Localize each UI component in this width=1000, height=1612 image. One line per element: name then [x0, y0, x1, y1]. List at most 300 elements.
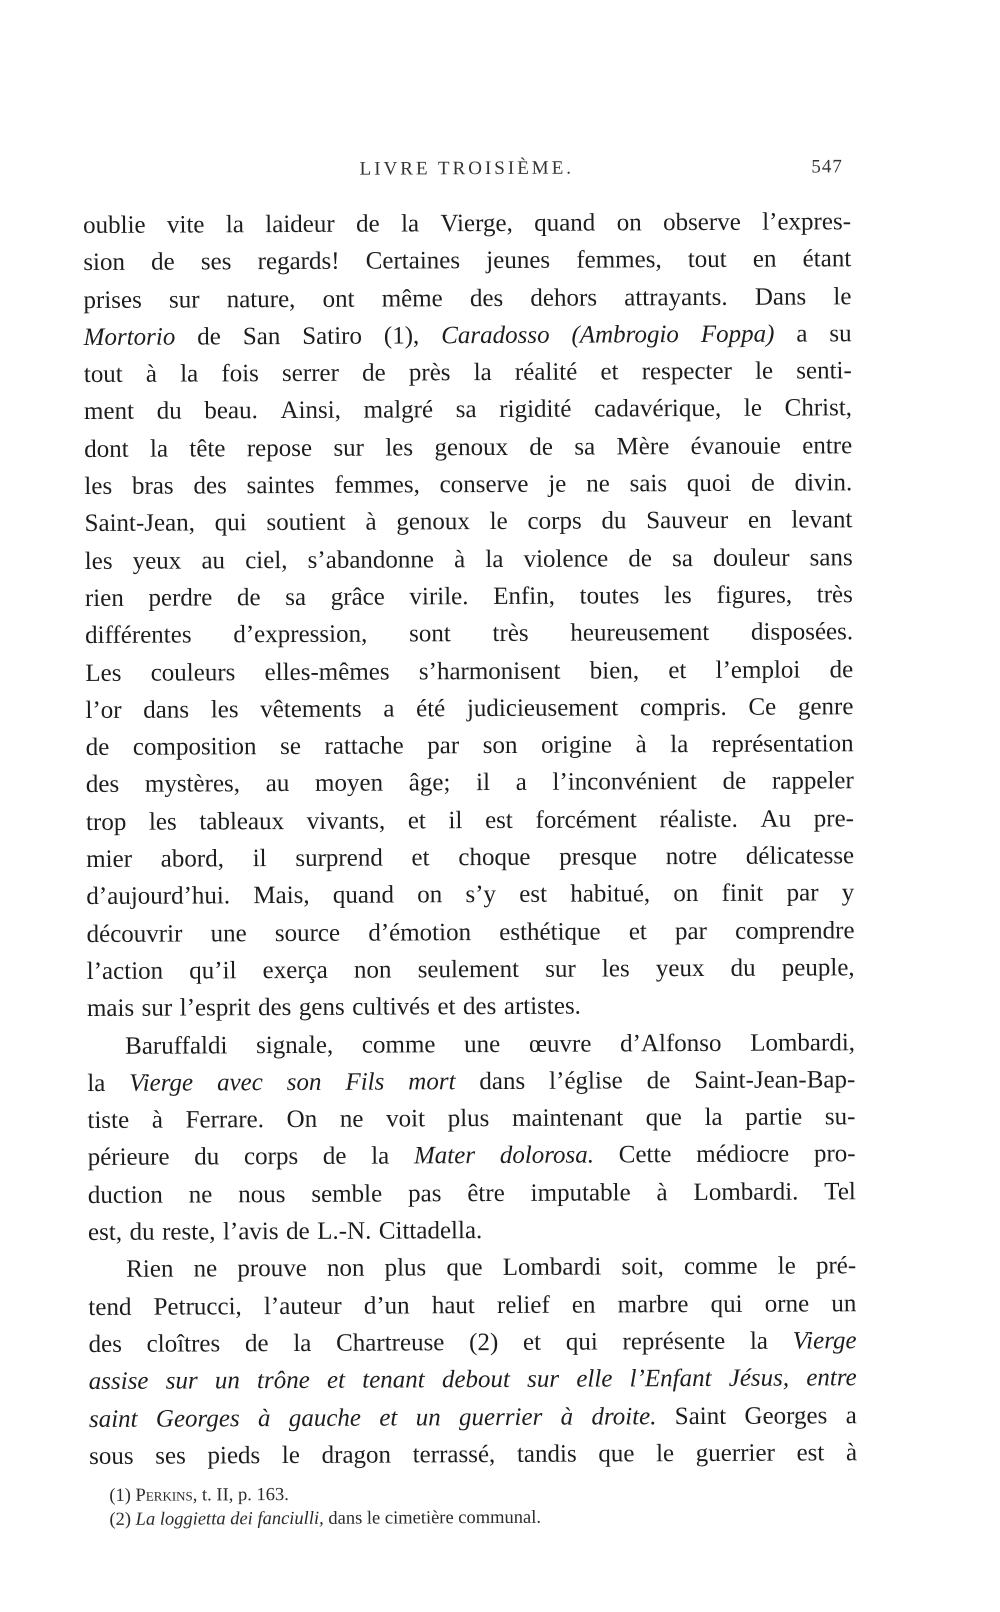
word: sa	[285, 583, 307, 611]
word: de	[197, 323, 221, 351]
word: vite	[166, 211, 205, 239]
footnote-part: , t. II, p. 163.	[192, 1485, 289, 1506]
word: être	[467, 1179, 505, 1207]
word: du	[730, 954, 756, 982]
word: le	[743, 395, 762, 423]
word: assise	[88, 1367, 149, 1396]
word: semble	[311, 1180, 383, 1208]
word: beau.	[204, 397, 258, 425]
word: plus	[384, 1254, 427, 1282]
word: rien	[84, 584, 124, 612]
word: violence	[523, 545, 609, 573]
word: senti-	[796, 357, 852, 385]
word: à	[151, 1106, 163, 1134]
word: (2)	[469, 1328, 499, 1357]
word: médiocre	[696, 1140, 790, 1169]
text-line	[87, 1061, 855, 1102]
text-line	[85, 688, 853, 729]
word: mais	[86, 994, 135, 1023]
word: Saint-Jean-Bap-	[694, 1066, 856, 1094]
word: que	[446, 1254, 483, 1282]
footnote	[109, 1480, 857, 1508]
word: pro-	[813, 1140, 856, 1168]
word: droite.	[591, 1402, 657, 1431]
word: bras	[131, 472, 174, 500]
word: observe	[662, 208, 741, 237]
page-number: 547	[811, 156, 843, 178]
word: Petrucci,	[153, 1292, 242, 1321]
word: exerça	[262, 956, 328, 985]
word: moyen	[314, 769, 384, 798]
text-line	[86, 912, 854, 953]
word: entre	[806, 1364, 857, 1392]
word: finit	[721, 880, 764, 908]
text-line	[87, 949, 855, 990]
word: oublie	[83, 211, 146, 239]
word: différentes	[85, 621, 192, 650]
word: dragon	[321, 1441, 392, 1469]
text-line	[86, 725, 854, 766]
footnote-part: dans le cimetière communal.	[323, 1507, 542, 1529]
word: tiste	[87, 1106, 130, 1135]
word: se	[280, 733, 301, 761]
word: Saint-Jean,	[84, 509, 196, 538]
text-line	[85, 614, 853, 655]
word: la	[293, 1329, 312, 1357]
word: dolorosa.	[499, 1141, 595, 1170]
word: genre	[797, 693, 854, 721]
footnote-part: (1)	[109, 1485, 136, 1506]
word: du	[601, 507, 627, 535]
word: Ferrare.	[185, 1106, 265, 1134]
word: Mater	[413, 1142, 476, 1170]
word: cloîtres	[146, 1330, 221, 1358]
word: une	[210, 919, 247, 948]
word: signale,	[256, 1031, 334, 1059]
word: vêtements	[260, 695, 362, 723]
word: et	[628, 917, 647, 945]
word: orne	[764, 1290, 810, 1318]
word: sion	[83, 249, 126, 277]
word: sais	[629, 470, 668, 498]
word: le	[777, 1252, 796, 1280]
word: Vierge,	[440, 209, 513, 238]
word: à	[560, 1403, 574, 1431]
main-text	[83, 203, 857, 1475]
word: l’action	[86, 957, 164, 985]
word: s’abandonne	[307, 545, 435, 574]
word: ses	[200, 248, 232, 276]
word: terrassé,	[412, 1440, 496, 1469]
word: pieds	[207, 1441, 261, 1470]
word: presque	[559, 843, 638, 871]
word: sur	[545, 955, 576, 983]
word: dans	[479, 1067, 526, 1095]
word: Foppa)	[700, 320, 775, 348]
word: la	[371, 1142, 390, 1171]
word: Tel	[824, 1177, 856, 1206]
word: et	[411, 844, 430, 872]
word: corps	[527, 507, 582, 536]
word: la	[670, 731, 689, 759]
word: femmes,	[334, 471, 420, 499]
word: à	[845, 1439, 858, 1467]
word: la	[485, 545, 504, 573]
word: habitué,	[570, 880, 651, 908]
word: sur	[527, 1365, 560, 1394]
word: sa	[455, 396, 477, 424]
word: sans	[809, 543, 853, 572]
text-line	[87, 986, 855, 1027]
word: Christ,	[784, 394, 853, 423]
word: œuvre	[528, 1030, 592, 1058]
word: le	[655, 1439, 675, 1468]
word: relief	[496, 1291, 550, 1319]
word: les	[148, 808, 177, 836]
word: les	[210, 696, 239, 724]
word: Fils	[345, 1068, 385, 1096]
word: les	[84, 547, 113, 575]
word: la	[225, 211, 244, 239]
word: son	[482, 732, 518, 760]
word: Cittadella.	[378, 1217, 483, 1245]
word: peuple,	[781, 954, 855, 982]
word: de	[151, 248, 175, 276]
footnote-part: (2)	[109, 1509, 136, 1530]
word: a	[796, 320, 808, 348]
word: qu’il	[189, 957, 237, 985]
word: délicatesse	[745, 842, 855, 870]
word: tout	[83, 360, 123, 389]
word: dont	[84, 435, 129, 463]
word: de	[285, 1217, 310, 1246]
word: imputable	[530, 1179, 631, 1207]
word: duction	[87, 1181, 163, 1209]
word: nature,	[226, 285, 296, 313]
word: très	[492, 620, 529, 648]
word: les	[385, 434, 414, 462]
running-header	[83, 156, 851, 196]
word: il	[476, 769, 491, 797]
word: non	[353, 956, 392, 984]
word: de	[529, 433, 554, 461]
word: elle	[576, 1365, 613, 1393]
text-line	[89, 1359, 857, 1400]
word: l’avis	[222, 1218, 279, 1246]
word: tandis	[516, 1440, 577, 1468]
word: de	[85, 734, 110, 762]
word: jeunes	[486, 247, 551, 275]
word: non	[326, 1254, 365, 1283]
word: s’harmonisent	[418, 657, 561, 685]
word: du	[194, 1143, 220, 1171]
word: très	[816, 581, 853, 609]
word: par	[786, 879, 819, 907]
word: s’y	[465, 881, 497, 909]
word: (Ambrogio	[571, 320, 679, 349]
word: Certaines	[365, 247, 461, 275]
word: des	[88, 1330, 122, 1358]
word: à	[635, 731, 647, 759]
text-line	[86, 763, 854, 804]
word: Jésus,	[728, 1364, 790, 1393]
footnote-part: La loggietta dei fanciulli,	[135, 1508, 324, 1530]
word: repose	[246, 434, 313, 462]
word: d’émotion	[368, 918, 472, 947]
word: toutes	[579, 582, 640, 610]
word: prises	[83, 286, 142, 314]
word: trône	[256, 1367, 310, 1395]
word: des	[193, 472, 227, 500]
word: quoi	[686, 469, 732, 498]
word: âge;	[408, 769, 451, 797]
word: le	[754, 357, 774, 385]
word: avec	[216, 1068, 263, 1097]
word: fois	[221, 360, 259, 388]
word: Caradosso	[441, 321, 550, 350]
word: genoux	[396, 508, 470, 536]
word: origine	[541, 731, 613, 759]
word: par	[674, 917, 707, 945]
text-line	[86, 837, 854, 878]
word: le	[489, 508, 508, 536]
word: qui	[710, 1290, 743, 1318]
word: et	[522, 1328, 542, 1356]
word: l’emploi	[715, 656, 801, 684]
word: cultivés	[352, 993, 431, 1021]
text-line	[88, 1322, 856, 1363]
text-line	[84, 352, 852, 393]
word: étant	[802, 245, 852, 273]
word: représentation	[711, 730, 854, 759]
word: de	[322, 1143, 347, 1171]
word: la	[87, 1069, 106, 1097]
word: dans	[143, 696, 190, 724]
word: réalité	[514, 358, 578, 387]
text-line	[84, 390, 852, 431]
word: de	[628, 544, 653, 573]
word: soit,	[621, 1253, 664, 1281]
word: plus	[447, 1105, 490, 1133]
word: le	[281, 1441, 301, 1469]
word: choque	[458, 843, 531, 872]
word: tout	[687, 246, 727, 274]
word: Georges	[155, 1404, 240, 1433]
word: regards!	[257, 248, 340, 276]
word: de	[362, 359, 386, 387]
word: guerrier	[695, 1439, 775, 1467]
word: d’Alfonso	[620, 1029, 722, 1057]
word: a	[845, 1401, 857, 1429]
word: ne	[193, 1255, 218, 1283]
word: la	[180, 360, 199, 388]
word: évanouie	[690, 432, 781, 460]
word: attrayants.	[624, 283, 728, 311]
word: Satiro	[302, 322, 362, 350]
word: perdre	[148, 584, 213, 612]
word: douleur	[713, 544, 790, 572]
word: rattache	[324, 732, 404, 760]
word: soutient	[266, 509, 346, 537]
word: en	[571, 1291, 596, 1319]
word: pré-	[815, 1252, 857, 1280]
word: debout	[441, 1366, 511, 1394]
word: virile.	[409, 583, 469, 611]
word: figures,	[716, 581, 793, 609]
word: Les	[85, 659, 122, 687]
word: rappeler	[771, 767, 854, 796]
word: esthétique	[499, 918, 601, 946]
word: trop	[85, 808, 127, 836]
word: au	[265, 770, 290, 798]
word: seulement	[417, 955, 520, 984]
word: de	[829, 655, 854, 683]
word: artistes.	[503, 992, 581, 1021]
word: judicieusement	[466, 694, 619, 722]
word: respecter	[641, 358, 732, 386]
word: de	[356, 210, 380, 238]
word: d’un	[363, 1292, 410, 1320]
word: ne	[188, 1181, 213, 1209]
word: gens	[298, 993, 345, 1022]
word: le	[833, 282, 852, 310]
footnotes	[109, 1480, 857, 1532]
text-line	[85, 651, 853, 692]
text-line	[85, 576, 853, 617]
word: composition	[132, 733, 257, 761]
word: en	[747, 507, 772, 535]
word: On	[286, 1105, 318, 1134]
word: guerrier	[458, 1403, 543, 1431]
word: est	[796, 1439, 825, 1467]
word: rigidité	[499, 396, 572, 424]
word: l’auteur	[263, 1292, 342, 1320]
word: malgré	[363, 396, 434, 425]
word: conserve	[439, 470, 529, 499]
word: saint	[88, 1405, 138, 1433]
word: l’inconvénient	[552, 768, 697, 797]
word: sont	[409, 620, 451, 648]
word: y	[841, 879, 855, 907]
word: a	[515, 769, 527, 797]
word: et	[407, 807, 426, 835]
word: femmes,	[576, 246, 662, 274]
word: comme	[361, 1030, 436, 1059]
word: sur	[168, 286, 200, 314]
word: reste,	[161, 1218, 216, 1246]
footnote-part: Perkins	[135, 1485, 193, 1506]
word: la	[749, 1327, 769, 1355]
word: gauche	[288, 1404, 362, 1432]
word: de	[236, 584, 261, 612]
word: est	[484, 806, 513, 834]
word: il	[252, 845, 267, 873]
word: sur	[141, 994, 173, 1022]
word: réaliste.	[659, 805, 738, 833]
text-line	[85, 539, 853, 580]
word: ont	[322, 285, 355, 313]
word: comme	[683, 1253, 758, 1281]
word: genoux	[434, 433, 509, 462]
word: de	[646, 1066, 671, 1095]
word: Ce	[748, 693, 777, 721]
word: mort	[408, 1068, 456, 1096]
word: sa	[574, 433, 596, 461]
word: voit	[386, 1105, 426, 1133]
word: Enfin,	[493, 582, 556, 610]
word: source	[274, 919, 341, 947]
word: mystères,	[144, 770, 241, 799]
word: partie	[745, 1103, 803, 1131]
word: Rien	[126, 1255, 174, 1284]
word: des	[257, 994, 292, 1022]
word: été	[416, 695, 446, 723]
word: d’aujourd’hui.	[86, 882, 231, 911]
word: nous	[238, 1180, 286, 1208]
word: San	[242, 322, 281, 351]
word: sur	[165, 1367, 198, 1395]
word: corps	[243, 1143, 299, 1171]
text-line	[88, 1285, 856, 1326]
word: la	[473, 359, 492, 387]
word: Lombardi	[502, 1253, 602, 1282]
word: su-	[824, 1103, 856, 1131]
word: quand	[332, 881, 395, 910]
word: ne	[586, 470, 610, 498]
word: Baruffaldi	[125, 1031, 228, 1060]
text-line	[83, 278, 851, 319]
word: périeure	[87, 1144, 170, 1172]
word: ciel,	[245, 546, 288, 574]
word: notre	[665, 842, 718, 871]
word: sa	[672, 544, 694, 572]
word: yeux	[132, 547, 182, 575]
word: que	[598, 1440, 635, 1468]
word: Mortorio	[83, 323, 176, 351]
word: une	[464, 1030, 501, 1058]
word: tend	[88, 1293, 132, 1321]
word: et	[600, 358, 619, 386]
word: et	[379, 1403, 398, 1432]
word: l’église	[549, 1067, 623, 1095]
word: la	[704, 1104, 723, 1132]
word: de	[722, 768, 747, 796]
word: serrer	[281, 359, 339, 388]
text-line	[88, 1136, 856, 1177]
word: qui	[214, 509, 247, 537]
word: de	[751, 469, 775, 497]
word: sur	[333, 434, 365, 462]
text-line	[89, 1434, 857, 1475]
word: Chartreuse	[336, 1329, 445, 1357]
word: il	[448, 806, 463, 834]
word: quand	[534, 209, 596, 237]
word: dehors	[530, 284, 598, 312]
word: à	[257, 1404, 271, 1432]
word: Saint	[674, 1402, 727, 1430]
word: forcément	[535, 806, 637, 834]
word: on	[616, 209, 642, 237]
word: mier	[86, 845, 133, 874]
word: un	[214, 1367, 240, 1395]
word: la	[400, 210, 420, 238]
word: son	[286, 1068, 322, 1096]
book-page	[82, 0, 858, 1612]
text-line	[84, 502, 852, 543]
text-line	[84, 464, 852, 505]
word: a	[383, 695, 395, 723]
word: au	[201, 546, 226, 575]
